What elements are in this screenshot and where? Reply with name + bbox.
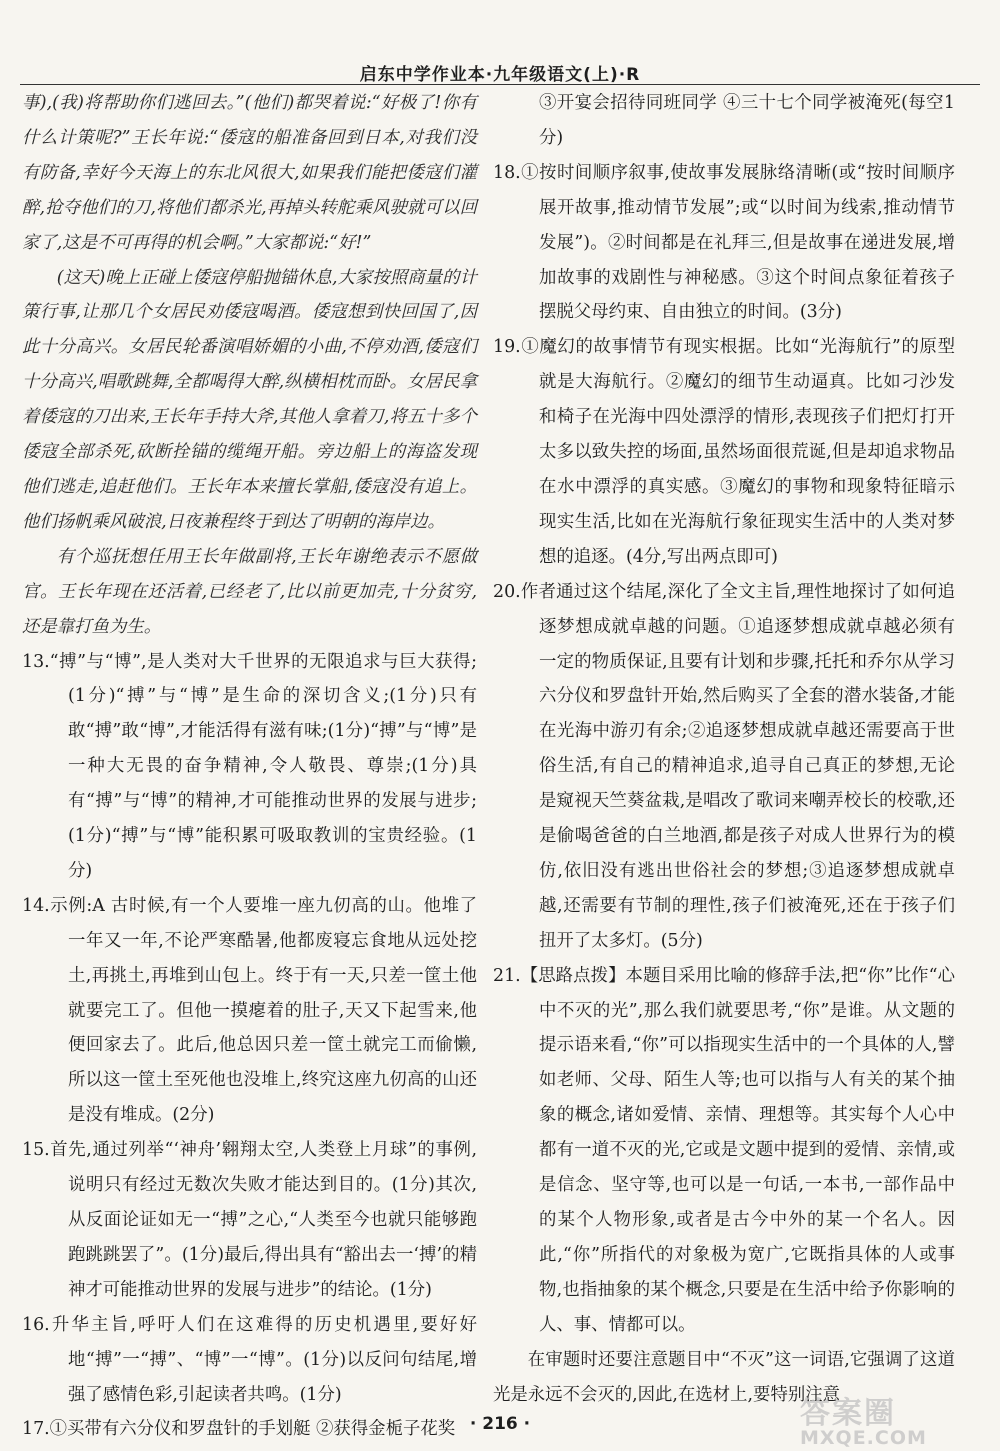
answer-18: 18.①按时间顺序叙事,使故事发展脉络清晰(或“按时间顺序展开故事,推动情节发展”;或“以时间为线索,推动情节发展”)。②时间都是在礼拜三,但是故事在递进发展,增加故事的戏剧性与神秘感。③这个时间点象征着孩子摆脱父母约束、自由独立的时间。(3分) [493,162,955,323]
page-header: 启东中学作业本·九年级语文(上)·R [359,65,641,85]
story-paragraph-1: 事),(我)将帮助你们逃回去。”(他们)都哭着说:“好极了!你有什么计策呢?”王长年说:“倭寇的船准备回到日本,对我们没有防备,幸好今天海上的东北风很大,如果我们能把倭寇们灌醉,抢夺他们的刀,将他们都杀光,再掉头转舵乘风驶就可以回家了,这是不可再得的机会啊。”大家都说:“好!” [22,93,477,253]
watermark-logo [800,1398,927,1448]
watermark-title: 答案圈 [800,1396,896,1431]
answer-13: 13.“搏”与“博”,是人类对大千世界的无限追求与巨大获得;(1分)“搏”与“博”是生命的深切含义;(1分)只有敢“搏”敢“博”,才能活得有滋有味;(1分)“搏”与“博”是一种大无畏的奋争精神,令人敬畏、尊崇;(1分)具有“搏”与“博”的精神,才可能推动世界的发展与进步;(1分)“搏”与“博”能积累可吸取教训的宝贵经验。(1分) [22,651,477,881]
answer-21-paragraph-2: 在审题时还要注意题目中“不灭”这一词语,它强调了这道光是永远不会灭的,因此,在选材上,要特别注意 [493,1349,955,1405]
answer-15: 15.首先,通过列举“‘神舟’翱翔太空,人类登上月球”的事例,说明只有经过无数次失败才能达到目的。(1分)其次,从反面论证如无一“搏”之心,“人类至今也就只能够跑跑跳跳罢了”。(1分)最后,得出具有“豁出去一‘搏’的精神才可能推动世界的发展与进步”的结论。(1分) [22,1140,477,1300]
answer-17-continued: ③开宴会招待同班同学 ④三十七个同学被淹死(每空1分) [539,93,955,148]
page-number: · 216 · [469,1414,531,1434]
answer-20: 20.作者通过这个结尾,深化了全文主旨,理性地探讨了如何追逐梦想成就卓越的问题。①追逐梦想成就卓越必须有一定的物质保证,且要有计划和步骤,托托和乔尔从学习六分仪和罗盘针开始,然后购买了全套的潜水装备,才能在光海中游刃有余;②追逐梦想成就卓越还需要高于世俗生活,有自己的精神追求,追寻自己真正的梦想,无论是窥视天竺葵盆栽,是唱改了歌词来嘲弄校长的校歌,还是偷喝爸爸的白兰地酒,都是孩子对成人世界行为的模仿,依旧没有逃出世俗社会的梦想;③追逐梦想成就卓越,还需要有节制的理性,孩子们被淹死,还在于孩子们扭开了太多灯。(5分) [493,581,955,951]
answer-17: 17.①买带有六分仪和罗盘针的手划艇 ②获得金栀子花奖 [22,1419,456,1440]
story-translation [22,86,477,645]
header-divider [20,84,980,85]
right-column [493,86,955,1412]
story-paragraph-2: (这天)晚上正碰上倭寇停船抛锚休息,大家按照商量的计策行事,让那几个女居民劝倭寇喝酒。倭寇想到快回国了,因此十分高兴。女居民轮番演唱娇媚的小曲,不停劝酒,倭寇们十分高兴,唱歌跳舞,全都喝得大醉,纵横相枕而卧。女居民拿着倭寇的刀出来,王长年手持大斧,其他人拿着刀,将五十多个倭寇全部杀死,砍断拴锚的缆绳开船。旁边船上的海盗发现他们逃走,追赶他们。王长年本来擅长掌船,倭寇没有追上。他们扬帆乘风破浪,日夜兼程终于到达了明朝的海岸边。 [22,267,477,532]
watermark-url: MXQE.COM [800,1427,927,1449]
answer-19: 19.①魔幻的故事情节有现实根据。比如“光海航行”的原型就是大海航行。②魔幻的细节生动逼真。比如刁沙发和椅子在光海中四处漂浮的情形,表现孩子们把灯打开太多以致失控的场面,虽然场面很荒诞,但是却追求物品在水中漂浮的真实感。③魔幻的事物和现象特征暗示现实生活,比如在光海航行象征现实生活中的人类对梦想的追逐。(4分,写出两点即可) [493,337,955,567]
answer-16: 16.升华主旨,呼吁人们在这难得的历史机遇里,要好好地“搏”一“搏”、“博”一“博”。(1分)以反问句结尾,增强了感情色彩,引起读者共鸣。(1分) [22,1314,477,1405]
story-paragraph-3: 有个巡抚想任用王长年做副将,王长年谢绝表示不愿做官。王长年现在还活着,已经老了,比以前更加壳,十分贫穷,还是靠打鱼为生。 [22,546,477,637]
left-column [22,86,477,1447]
answer-14: 14.示例:A 古时候,有一个人要堆一座九仞高的山。他堆了一年又一年,不论严寒酷暑,他都废寝忘食地从远处挖土,再挑土,再堆到山包上。终于有一天,只差一筐土他就要完工了。但他一摸瘪着的肚子,天又下起雪来,他便回家去了。此后,他总因只差一筐土就完工而偷懒,所以这一筐土至死他也没堆上,终究这座九仞高的山还是没有堆成。(2分) [22,895,477,1126]
answer-21: 21.【思路点拨】本题目采用比喻的修辞手法,把“你”比作“心中不灭的光”,那么我们就要思考,“你”是谁。从文题的提示语来看,“你”可以指现实生活中的一个具体的人,譬如老师、父母、陌生人等;也可以指与人有关的某个抽象的概念,诸如爱情、亲情、理想等。其实每个人心中都有一道不灭的光,它或是文题中提到的爱情、亲情,或是信念、坚守等,也可以是一句话,一本书,一部作品中的某个人物形象,或者是古今中外的某一个名人。因此,“你”所指代的对象极为宽广,它既指具体的人或事物,也指抽象的某个概念,只要是在生活中给予你影响的人、事、情都可以。 [493,965,955,1335]
